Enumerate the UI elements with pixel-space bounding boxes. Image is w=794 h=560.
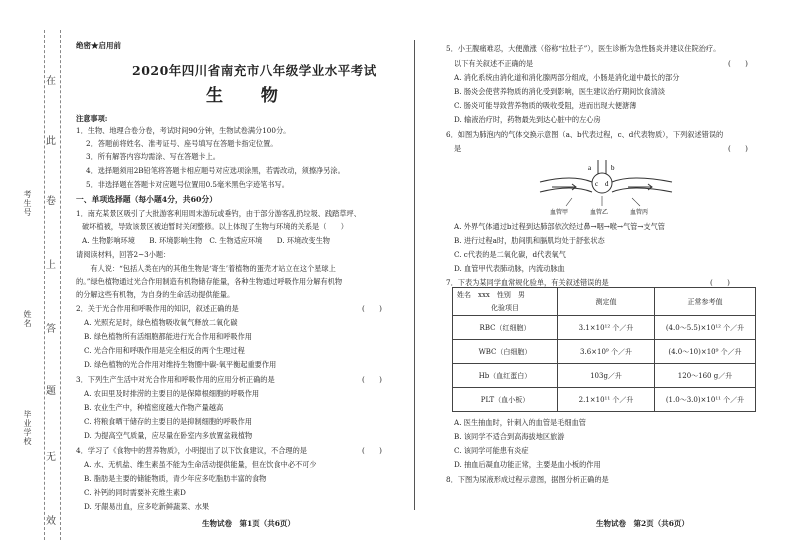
mark-a: a <box>588 164 592 172</box>
note-item: 4．选择题须用2B铅笔将答题卡相应题号对应选项涂黑，若需改动，须擦净另涂。 <box>86 166 345 175</box>
label-vessel-jia: 血管甲 <box>550 209 569 216</box>
question-line: 1．南充某景区吸引了大批游客利用周末游玩或垂钓，由于部分游客乱扔垃圾、践踏草坪、 <box>76 209 361 218</box>
material-text: 的分解这些有机物，为自身的生命活动提供能量。 <box>76 290 235 299</box>
question-line: 2．关于光合作用和呼吸作用的知识，叙述正确的是 <box>76 304 239 313</box>
seal-char: 卷 <box>46 196 56 207</box>
label-vessel-bing: 血管丙 <box>630 209 649 216</box>
option-line: C. 该同学可能患有炎症 <box>454 446 529 455</box>
section-heading: 一、单项选择题（每小题4分，共60分） <box>76 195 218 204</box>
binding-line <box>44 30 45 540</box>
option-line: B. 脂肪是主要的储能物质，青少年应多吃脂肪丰富的食物 <box>84 474 267 483</box>
option-line: D. 抽血后凝血功能正常，主要是血小板的作用 <box>454 460 601 469</box>
table-header-reference: 正常参考值 <box>655 288 756 316</box>
option-line: A. 医生抽血时，针刺入的血管是毛细血管 <box>454 418 586 427</box>
alveolus-diagram <box>532 156 682 218</box>
option-line: B. 农业生产中，种植密度越大作物产量越高 <box>84 403 224 412</box>
note-item: 3．所有解答内容均需涂、写在答题卡上。 <box>86 152 220 161</box>
option-line: D. 血管甲代表肺动脉，内流动脉血 <box>454 264 565 273</box>
option-line: B. 该同学不适合到高海拔地区旅游 <box>454 432 565 441</box>
seal-char: 在 <box>46 76 56 87</box>
secret-mark: 绝密★启用前 <box>76 41 121 50</box>
table-row <box>453 364 756 388</box>
option-line: B. 绿色植物所有活细胞都能进行光合作用和呼吸作用 <box>84 332 252 341</box>
option-line: C. 将粮食晒干储存的主要目的是抑制细胞的呼吸作用 <box>84 417 252 426</box>
table-row <box>453 340 756 364</box>
seal-char: 题 <box>46 386 56 397</box>
question-line: 5．小王腹痛难忍，大便激涨（俗称“拉肚子”），医生诊断为急性肠炎并建议住院治疗。 <box>446 44 721 53</box>
subject-title: 生 物 <box>206 86 294 106</box>
table-cell: (1.0～3.0)×10¹¹ 个／升 <box>655 388 756 412</box>
mark-c: c <box>595 180 599 188</box>
option-line: B. 进行过程a时，肋间肌和膈肌均处于舒张状态 <box>454 236 605 245</box>
table-cell: 103g／升 <box>558 364 655 388</box>
option-line: C. c代表的是二氧化碳，d代表氧气 <box>454 250 566 259</box>
table-cell: 2.1×10¹¹ 个／升 <box>558 388 655 412</box>
answer-paren: ( ) <box>728 59 748 68</box>
notes-heading: 注意事项: <box>76 114 108 123</box>
answer-paren: ( ) <box>728 144 748 153</box>
leader-lines <box>566 196 640 206</box>
table-row <box>453 388 756 412</box>
material-text: 有人说：“包括人类在内的其他生物是‘寄生’着植物的蛋壳才站立在这个星球上 <box>76 264 336 273</box>
table-cell: WBC（白细胞） <box>453 340 558 364</box>
option-line: D. 输液治疗时，药物最先到达心脏中的左心房 <box>454 115 601 124</box>
question-line: 3．下列生产生活中对光合作用和呼吸作用的应用分析正确的是 <box>76 375 275 384</box>
table-cell: 3.1×10¹² 个／升 <box>558 316 655 340</box>
table-row <box>453 316 756 340</box>
option-line: D. 为提高空气质量，应尽量在卧室内多放置盆栽植物 <box>84 431 253 440</box>
page-footer: 生物试卷 第1页（共6页） <box>202 519 295 528</box>
label-vessel-yi: 血管乙 <box>590 209 609 216</box>
option-line: A. 农田里及时排涝的主要目的是保障根细胞的呼吸作用 <box>84 389 260 398</box>
table-cell: 3.6×10⁹ 个／升 <box>558 340 655 364</box>
seal-char: 上 <box>46 260 56 271</box>
seal-char: 无 <box>46 452 56 463</box>
question-line: 破坏植被，导致该景区被迫暂时关闭整修。以上体现了生物与环境的关系是（ ） <box>82 222 348 231</box>
table-header-measured: 测定值 <box>558 288 655 316</box>
note-item: 2．答题前将姓名、准考证号、座号填写在答题卡指定位置。 <box>86 139 278 148</box>
table-cell: Hb（血红蛋白） <box>453 364 558 388</box>
mark-b: b <box>611 164 615 172</box>
option-line: B. 肠炎会使营养物质的消化受到影响，医生建议治疗期间饮食清淡 <box>454 87 666 96</box>
page-right <box>440 0 790 560</box>
binding-line-inner <box>60 30 61 540</box>
table-item-header: 化验项目 <box>453 302 558 316</box>
page-divider <box>414 40 415 510</box>
material-text: 的。”绿色植物通过光合作用制造有机物储存能量，各种生物通过呼吸作用分解有机物 <box>76 277 343 286</box>
page-left <box>62 0 412 560</box>
label-school: 毕业学校 <box>23 410 32 446</box>
page-footer: 生物试卷 第2页（共6页） <box>596 519 689 528</box>
seal-char: 效 <box>46 516 56 527</box>
question-line: 以下有关叙述不正确的是 <box>454 59 534 68</box>
exam-title: 2020年四川省南充市八年级学业水平考试 <box>132 63 377 78</box>
table-cell: (4.0～5.5)×10¹² 个／升 <box>655 316 756 340</box>
option-line: A. 光照充足时，绿色植物吸收氧气释放二氧化碳 <box>84 318 238 327</box>
question-line: 是 <box>454 144 462 153</box>
table-cell: 120～160 g／升 <box>655 364 756 388</box>
mark-d: d <box>605 180 609 188</box>
option-line: C. 肠炎可能导致营养物质的吸收受阻，进而出现大便溏薄 <box>454 101 637 110</box>
arrow-icon <box>628 184 652 190</box>
option-line: C. 光合作用和呼吸作用是完全相反的两个生理过程 <box>84 346 245 355</box>
answer-paren: ( ) <box>710 278 730 287</box>
material-intro: 请阅读材料，回答2~3小题： <box>76 250 171 259</box>
option-line: A. 水、无机盐、维生素虽不能为生命活动提供能量，但在饮食中必不可少 <box>84 460 317 469</box>
option-line: A. 生物影响环境 B. 环境影响生物 C. 生物适应环境 D. 环境改变生物 <box>82 236 330 245</box>
seal-char: 此 <box>46 136 56 147</box>
table-cell: PLT（血小板） <box>453 388 558 412</box>
table-cell: RBC（红细胞） <box>453 316 558 340</box>
option-line: D. 绿色植物的光合作用对维持生物圈中碳-氧平衡起重要作用 <box>84 360 277 369</box>
option-line: D. 牙龈易出血，应多吃新鲜蔬菜、水果 <box>84 502 210 511</box>
binding-margin <box>0 0 62 560</box>
answer-paren: ( ) <box>362 304 382 313</box>
option-line: A. 外界气体通过b过程到达肺部依次经过鼻→咽→喉→气管→支气管 <box>454 222 665 231</box>
table-name-cell: 姓名 xxx 性别 男 <box>453 288 558 302</box>
vessel-left <box>540 178 592 192</box>
label-name: 姓名 <box>23 310 32 328</box>
label-exam-number: 考生号 <box>23 190 32 217</box>
question-line: 6．如图为肺泡内的气体交换示意图（a、b代表过程，c、d代表物质），下列叙述错误的 <box>446 130 724 139</box>
question-line: 8．下图为尿液形成过程示意图，据图分析正确的是 <box>446 475 609 484</box>
question-line: 4．学习了《食物中的营养物质》，小明提出了以下饮食建议，不合理的是 <box>76 446 307 455</box>
note-item: 5．非选择题在答题卡对应题号位置用0.5毫米黑色字迹笔书写。 <box>86 180 289 189</box>
answer-paren: ( ) <box>362 446 382 455</box>
option-line: C. 补钙的同时需要补充维生素D <box>84 488 186 497</box>
option-line: A. 消化系统由消化道和消化腺两部分组成，小肠是消化道中最长的部分 <box>454 73 680 82</box>
blood-test-table <box>452 287 756 412</box>
seal-char: 答 <box>46 324 56 335</box>
answer-paren: ( ) <box>362 375 382 384</box>
question-line: 7．下表为某同学血常规化验单，有关叙述错误的是 <box>446 278 609 287</box>
airway-tube <box>598 160 606 174</box>
vessel-right <box>612 178 672 192</box>
note-item: 1．生物、地理合卷分卷，考试时间90分钟，生物试卷满分100分。 <box>76 126 291 135</box>
table-cell: (4.0～10)×10⁹ 个／升 <box>655 340 756 364</box>
